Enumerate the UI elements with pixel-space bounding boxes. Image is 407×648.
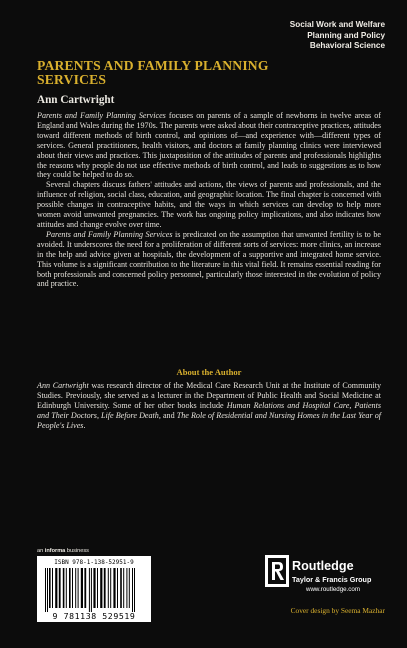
- title-line-2: SERVICES: [37, 72, 107, 87]
- barcode-bar: [63, 568, 65, 608]
- routledge-logo-icon: [265, 555, 289, 587]
- barcode-bar: [132, 568, 133, 612]
- barcode-bar: [120, 568, 122, 608]
- author-name: Ann Cartwright: [37, 94, 115, 106]
- book-reference: Patients and Their Doctors: [37, 400, 381, 420]
- about-author-text: Ann Cartwright was research director of the Medical Care Research Unit at the Institute of Community Studies. Previously, she served as a lecturer in the Department of Public Health and Social Medicine at Edinburgh University. Some of her other books include Human Relations and Hospital Care, Patients and Their Doctors, Life Before Death, and The Role of Residential and Nursing Homes in the Last Year of People's Lives.: [37, 381, 382, 430]
- barcode-bar: [72, 568, 73, 608]
- subject-item: Planning and Policy: [307, 30, 385, 40]
- barcode-bar: [52, 568, 53, 608]
- barcode-bar: [47, 568, 48, 612]
- barcode-bar: [66, 568, 67, 608]
- barcode-bar: [129, 568, 130, 608]
- barcode-bar: [91, 568, 92, 612]
- ean-digits: 9 781138 529519: [52, 611, 136, 621]
- book-description: [37, 111, 381, 289]
- barcode-bar: [59, 568, 61, 608]
- barcode-bar: [126, 568, 127, 608]
- cover-design-credit: Cover design by Seema Mazhar: [290, 606, 385, 615]
- barcode-bar: [100, 568, 102, 608]
- barcode-bar: [69, 568, 71, 608]
- subject-item: Behavioral Science: [309, 41, 385, 50]
- about-author-heading: About the Author: [176, 367, 242, 377]
- barcode-bar: [110, 568, 111, 608]
- informa-business-line: an informa business: [37, 548, 89, 554]
- barcode-bars: [43, 568, 145, 612]
- barcode-bar: [104, 568, 106, 608]
- book-reference: Human Relations and Hospital Care: [226, 400, 350, 410]
- barcode-bar: [84, 568, 86, 608]
- book-reference: Life Before Death: [101, 410, 159, 420]
- barcode-bar: [97, 568, 98, 608]
- barcode-bar: [123, 568, 124, 608]
- barcode-bar: [55, 568, 57, 608]
- barcode-bar: [93, 568, 95, 608]
- subject-item: Social Work and Welfare: [289, 20, 385, 29]
- publisher-name: Routledge: [292, 559, 354, 573]
- description-paragraph-2: Several chapters discuss fathers' attitudes and actions, the views of parents and professionals, and the influence of religion, social class, education, and geographic location. The final chapter is concerned with possible changes in contraceptive habits, and the ways in which services can develop to help more women avoid unwanted pregnancies. The work has ongoing policy implications, and also indicates how attitudes and change evolve over time.: [37, 180, 381, 229]
- barcode-bar: [113, 568, 115, 608]
- book-reference: The Role of Residential and Nursing Homes in the Last Year of People's Lives: [37, 410, 381, 430]
- barcode: [37, 556, 151, 622]
- barcode-bar: [81, 568, 83, 608]
- isbn-text: ISBN 978-1-138-52951-9: [54, 559, 134, 566]
- publisher-url: www.routledge.com: [306, 586, 360, 593]
- book-title: [37, 59, 377, 87]
- barcode-bar: [108, 568, 109, 608]
- subject-categories: [290, 20, 385, 52]
- description-paragraph-1: Parents and Family Planning Services focuses on parents of a sample of newborns in twelve areas of England and Wales during the 1970s. The parents were asked about their contraceptive practices, attitudes toward different methods of birth control, and opinions of—and experience with—different types of services. General practitioners, health visitors, and doctors at family planning clinics were interviewed about their views and practices. This juxtaposition of the attitudes of parents and professionals highlights the reasons why people do not use effective methods of birth control, and leads to suggestions as to how they could be helped to do so.: [37, 111, 381, 180]
- barcode-bar: [45, 568, 46, 612]
- barcode-bar: [78, 568, 79, 608]
- title-reference: Parents and Family Planning Services: [46, 229, 173, 239]
- description-paragraph-3: Parents and Family Planning Services is predicated on the assumption that unwanted fertility is to be avoided. It underscores the need for a proliferation of different sorts of services: more clinics, an increase in the help and advice given at hospitals, the development of a supportive and integrated home service. This volume is a significant contribution to the literature in this vital field. It remains essential reading for both professionals and concerned policy personnel, particularly those interested in the evolution of policy and practice.: [37, 229, 381, 289]
- title-reference: Parents and Family Planning Services: [37, 111, 166, 120]
- barcode-bar: [49, 568, 51, 608]
- publisher-group: Taylor & Francis Group: [292, 575, 372, 584]
- barcode-bar: [134, 568, 135, 612]
- title-line-1: PARENTS AND FAMILY PLANNING: [37, 58, 269, 73]
- barcode-bar: [75, 568, 76, 608]
- barcode-bar: [89, 568, 90, 612]
- barcode-bar: [117, 568, 118, 608]
